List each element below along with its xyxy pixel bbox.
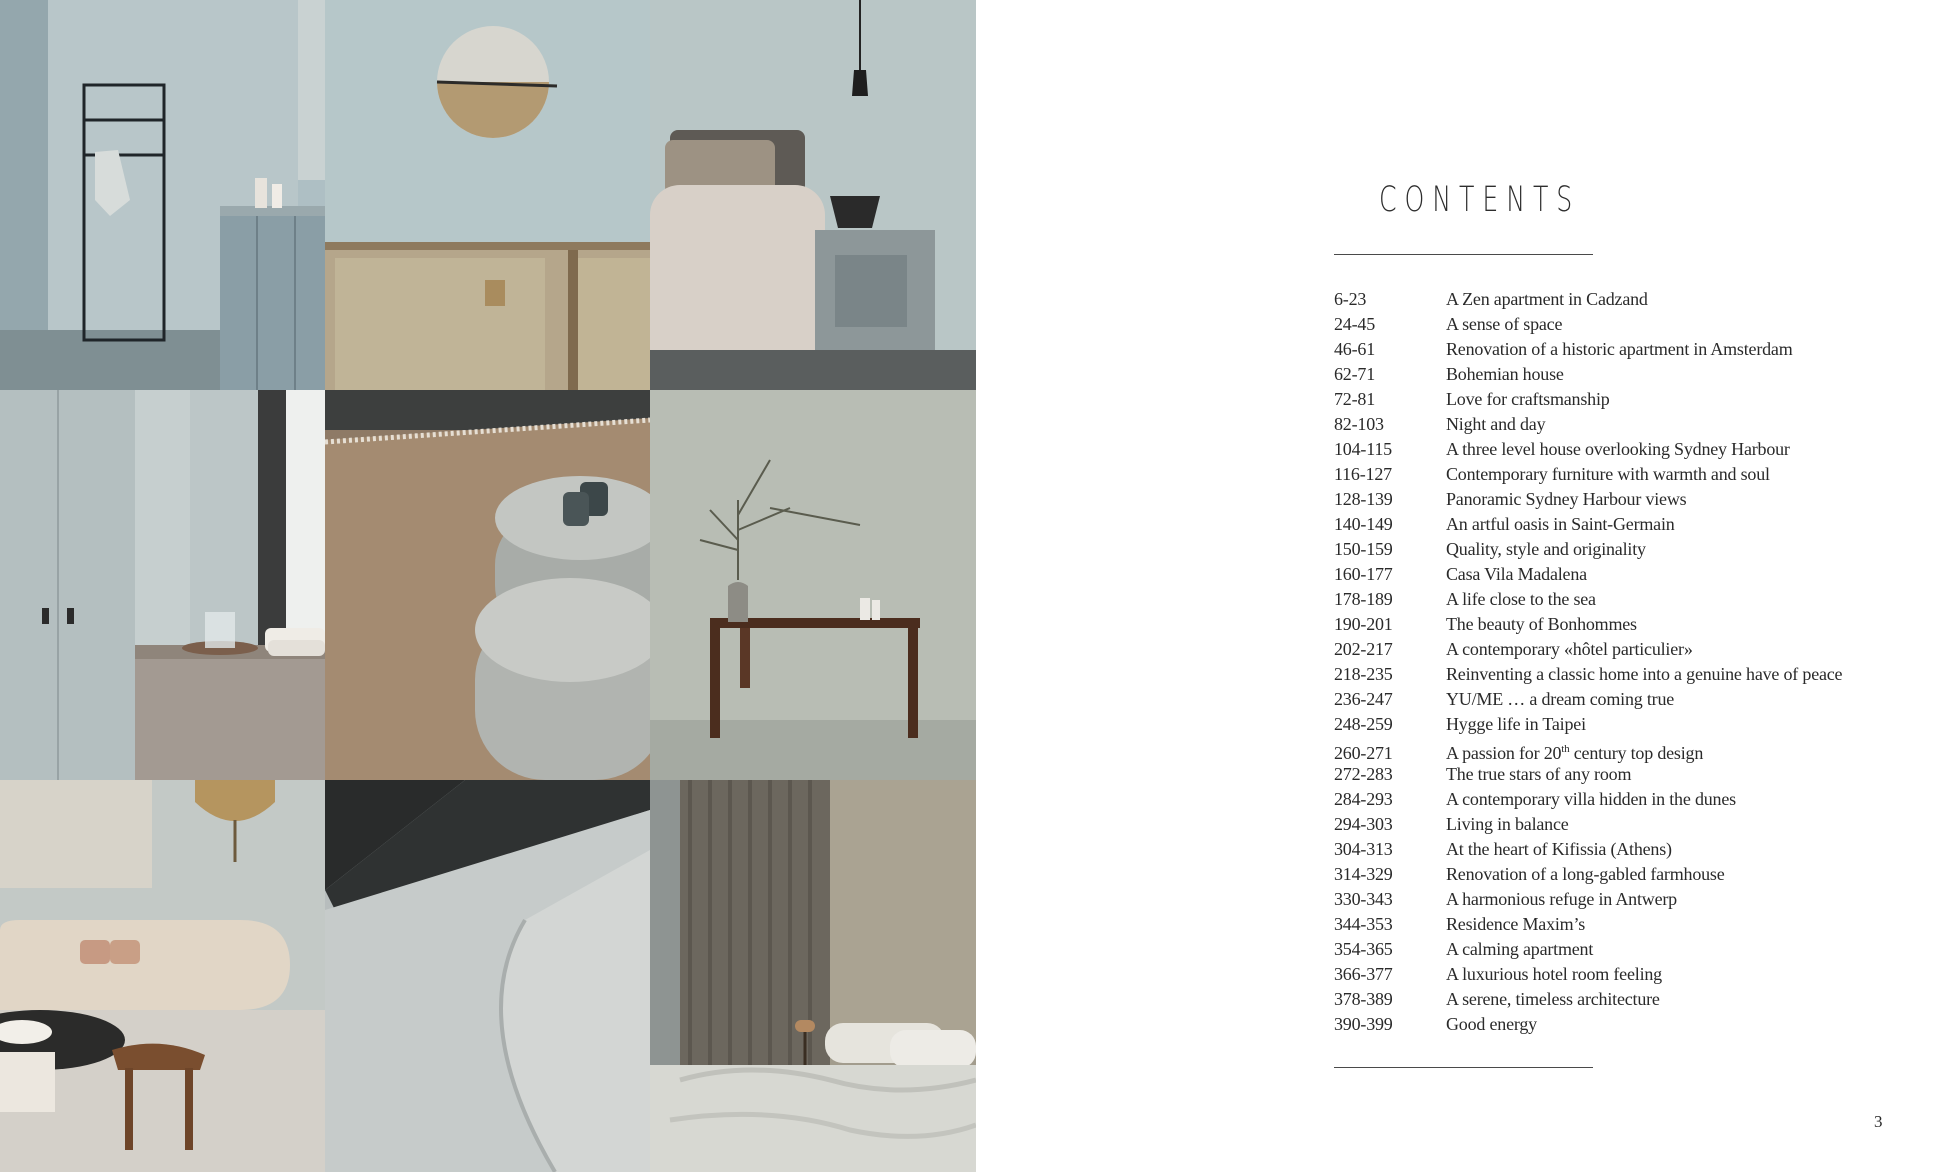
table-of-contents (1334, 287, 1842, 1037)
toc-page-range: 128-139 (1334, 489, 1393, 509)
bottom-divider (1334, 1067, 1593, 1068)
toc-entry (1334, 887, 1842, 912)
toc-page-range: 202-217 (1334, 639, 1393, 659)
toc-chapter-title: Panoramic Sydney Harbour views (1446, 489, 1687, 509)
toc-entry (1334, 762, 1842, 787)
toc-entry (1334, 512, 1842, 537)
toc-entry (1334, 937, 1842, 962)
toc-page-range: 62-71 (1334, 364, 1375, 384)
toc-chapter-title: A luxurious hotel room feeling (1446, 964, 1662, 984)
top-divider (1334, 254, 1593, 255)
toc-chapter-title: An artful oasis in Saint-Germain (1446, 514, 1675, 534)
toc-page-range: 190-201 (1334, 614, 1393, 634)
toc-page-range: 178-189 (1334, 589, 1393, 609)
toc-page-range: 284-293 (1334, 789, 1393, 809)
toc-entry (1334, 987, 1842, 1012)
toc-chapter-title: Love for craftsmanship (1446, 389, 1610, 409)
toc-page-range: 116-127 (1334, 464, 1392, 484)
photo-wall-lamp-cabinet (325, 0, 650, 390)
photo-curved-sofa (0, 780, 325, 1172)
toc-entry (1334, 362, 1842, 387)
toc-entry (1334, 862, 1842, 887)
toc-page-range: 378-389 (1334, 989, 1393, 1009)
toc-chapter-title: A contemporary villa hidden in the dunes (1446, 789, 1736, 809)
toc-page-range: 82-103 (1334, 414, 1384, 434)
toc-chapter-title: Hygge life in Taipei (1446, 714, 1586, 734)
toc-page-range: 294-303 (1334, 814, 1393, 834)
toc-page-range: 46-61 (1334, 339, 1375, 359)
toc-entry (1334, 387, 1842, 412)
toc-chapter-title: A sense of space (1446, 314, 1563, 334)
toc-page-range: 304-313 (1334, 839, 1393, 859)
toc-page-range: 72-81 (1334, 389, 1375, 409)
photo-wardrobe-vanity (0, 390, 325, 780)
toc-entry (1334, 587, 1842, 612)
toc-page-range: 344-353 (1334, 914, 1393, 934)
toc-page-range: 236-247 (1334, 689, 1393, 709)
toc-chapter-title: A harmonious refuge in Antwerp (1446, 889, 1677, 909)
photo-bathtub (325, 780, 650, 1172)
toc-chapter-title: A passion for 20th century top design (1446, 743, 1704, 763)
photo-bedroom-pendant (650, 0, 976, 390)
toc-page-range: 104-115 (1334, 439, 1392, 459)
toc-page-range: 248-259 (1334, 714, 1393, 734)
toc-chapter-title: Renovation of a historic apartment in Amsterdam (1446, 339, 1793, 359)
toc-page-range: 150-159 (1334, 539, 1393, 559)
toc-chapter-title: A contemporary «hôtel particulier» (1446, 639, 1693, 659)
toc-entry (1334, 337, 1842, 362)
toc-chapter-title: Contemporary furniture with warmth and soul (1446, 464, 1770, 484)
toc-entry (1334, 837, 1842, 862)
toc-page-range: 330-343 (1334, 889, 1393, 909)
toc-chapter-title: YU/ME … a dream coming true (1446, 689, 1675, 709)
toc-page-range: 366-377 (1334, 964, 1393, 984)
toc-entry (1334, 787, 1842, 812)
toc-entry (1334, 912, 1842, 937)
toc-entry (1334, 562, 1842, 587)
photo-console-branch (650, 390, 976, 780)
toc-entry (1334, 437, 1842, 462)
toc-entry (1334, 287, 1842, 312)
toc-entry (1334, 1012, 1842, 1037)
toc-page-range: 272-283 (1334, 764, 1393, 784)
photo-rug-concrete-tables (325, 390, 650, 780)
toc-entry (1334, 737, 1842, 762)
toc-page-range: 354-365 (1334, 939, 1393, 959)
toc-entry (1334, 412, 1842, 437)
toc-chapter-title: Renovation of a long-gabled farmhouse (1446, 864, 1725, 884)
toc-chapter-title: A three level house overlooking Sydney Harbour (1446, 439, 1790, 459)
toc-chapter-title: A Zen apartment in Cadzand (1446, 289, 1648, 309)
toc-chapter-title: Bohemian house (1446, 364, 1564, 384)
toc-chapter-title: A serene, timeless architecture (1446, 989, 1660, 1009)
toc-entry (1334, 812, 1842, 837)
toc-page-range: 140-149 (1334, 514, 1393, 534)
toc-page-range: 260-271 (1334, 743, 1393, 763)
toc-chapter-title: Living in balance (1446, 814, 1569, 834)
toc-chapter-title: Residence Maxim’s (1446, 914, 1586, 934)
toc-page-range: 24-45 (1334, 314, 1375, 334)
toc-entry (1334, 312, 1842, 337)
toc-entry (1334, 712, 1842, 737)
toc-chapter-title: A calming apartment (1446, 939, 1594, 959)
contents-heading: CONTENTS (1379, 180, 1581, 220)
toc-page-range: 314-329 (1334, 864, 1393, 884)
toc-entry (1334, 962, 1842, 987)
toc-chapter-title: At the heart of Kifissia (Athens) (1446, 839, 1672, 859)
toc-entry (1334, 462, 1842, 487)
toc-chapter-title: A life close to the sea (1446, 589, 1596, 609)
toc-page-range: 390-399 (1334, 1014, 1393, 1034)
toc-chapter-title: Night and day (1446, 414, 1546, 434)
toc-entry (1334, 637, 1842, 662)
contents-page (976, 0, 1946, 1172)
toc-chapter-title: Good energy (1446, 1014, 1537, 1034)
toc-page-range: 218-235 (1334, 664, 1393, 684)
toc-entry (1334, 487, 1842, 512)
photo-bedroom-curtains (650, 780, 976, 1172)
toc-entry (1334, 537, 1842, 562)
toc-chapter-title: Casa Vila Madalena (1446, 564, 1587, 584)
toc-chapter-title: Quality, style and originality (1446, 539, 1646, 559)
toc-page-range: 160-177 (1334, 564, 1393, 584)
page-number: 3 (1874, 1112, 1883, 1131)
toc-chapter-title: Reinventing a classic home into a genuine have of peace (1446, 664, 1843, 684)
toc-page-range: 6-23 (1334, 289, 1367, 309)
photo-bathroom-towel-ladder (0, 0, 325, 390)
toc-chapter-title: The beauty of Bonhommes (1446, 614, 1637, 634)
toc-chapter-title: The true stars of any room (1446, 764, 1632, 784)
toc-entry (1334, 612, 1842, 637)
toc-entry (1334, 662, 1842, 687)
toc-entry (1334, 687, 1842, 712)
